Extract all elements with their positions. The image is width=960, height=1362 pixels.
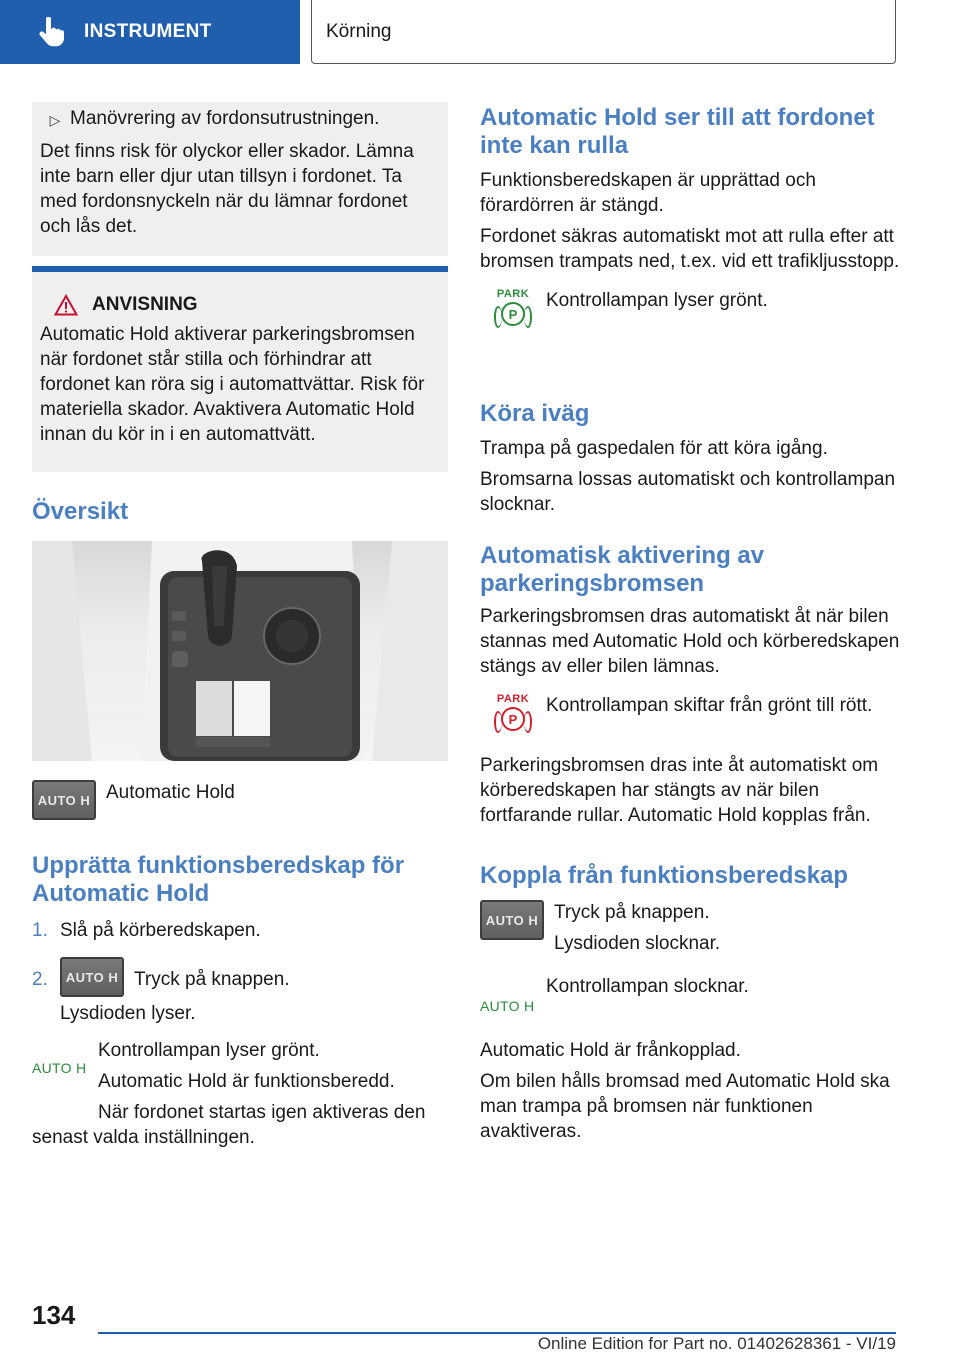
park-label: PARK [496, 693, 530, 705]
auto-hold-button-icon: AUTO H [480, 900, 544, 940]
disconnect-led-off-text: Lysdioden slocknar. [554, 933, 721, 954]
auto-park-lamp-text: Kontrollampan skiftar från grönt till rött. [546, 695, 873, 716]
setup-step-2 [32, 957, 448, 997]
auto-hold-button-icon: AUTO H [32, 780, 96, 820]
hand-pointer-icon [38, 17, 64, 47]
notice-box [32, 266, 448, 472]
section-tab[interactable] [0, 0, 300, 64]
warning-continued-box [32, 102, 448, 256]
notice-text: Automatic Hold aktiverar parkeringsbromsen när fordonet står stilla och förhindrar att fordonet kan röra sig i automattvättar. Risk för materiella skador. Avaktivera Automatic Hold innan du kör in i en automattvätt. [40, 324, 425, 445]
page-number: 134 [32, 1300, 76, 1330]
auto-park-p2: Parkeringsbromsen dras inte åt automatiskt om körberedskapen har stängts av när bilen fortfarande rullar. Automatic Hold kopplas från. [480, 755, 879, 826]
park-red-icon [480, 693, 546, 731]
bullet-triangle-icon: ▷ [49, 112, 61, 128]
no-roll-lamp-row [480, 288, 900, 326]
ready-text: Automatic Hold är funktionsberedd. [98, 1071, 395, 1092]
chapter-title: Körning [326, 20, 392, 42]
disconnect-p2: Om bilen hålls bromsad med Automatic Hold ska man trampa på bromsen när funktionen avaktiveras. [480, 1071, 890, 1142]
overview-button-row [32, 780, 448, 820]
no-roll-lamp-text: Kontrollampan lyser grönt. [546, 290, 768, 311]
drive-off-p2: Bromsarna lossas automatiskt och kontrollampan slocknar. [480, 469, 896, 515]
warning-bullet-line [40, 106, 440, 133]
notice-title-row [40, 294, 440, 316]
auto-park-heading: Automatisk aktivering av parkeringsbromsen [480, 542, 765, 597]
disconnect-button-row [480, 900, 900, 956]
console-illustration [32, 541, 448, 761]
overview-button-label: Automatic Hold [106, 782, 235, 803]
lamp-row [32, 1038, 448, 1094]
restart-text: När fordonet startas igen aktiveras den senast valda inställningen. [32, 1102, 426, 1148]
auto-hold-indicator-green-icon: AUTO H [480, 998, 535, 1014]
footer-edition: Online Edition for Part no. 01402628361 - VI/19 [537, 1334, 896, 1353]
park-green-icon [480, 288, 546, 326]
chapter-box [311, 0, 896, 64]
warning-text: Det finns risk för olyckor eller skador. Lämna inte barn eller djur utan tillsyn i fordonet. Ta med fordonsnyckeln när du lämnar fordonet och lås det. [40, 141, 414, 237]
disconnect-p1: Automatic Hold är frånkopplad. [480, 1040, 741, 1061]
park-circle: P [501, 302, 525, 326]
no-roll-p2: Fordonet säkras automatiskt mot att rulla efter att bromsen trampats ned, t.ex. vid ett trafikljusstopp. [480, 226, 900, 272]
auto-hold-button-icon: AUTO H [60, 957, 124, 997]
no-roll-heading: Automatic Hold ser till att fordonet inte kan rulla [480, 104, 875, 159]
section-title: INSTRUMENT [84, 21, 212, 42]
auto-park-p1: Parkeringsbromsen dras automatiskt åt när bilen stannas med Automatic Hold och körberedskapen stängs av eller bilen lämnas. [480, 606, 900, 677]
led-on-text: Lysdioden lyser. [60, 1003, 196, 1024]
park-label: PARK [496, 288, 530, 300]
center-console-photo [32, 541, 448, 761]
setup-heading: Upprätta funktionsberedskap för Automatic Hold [32, 852, 405, 907]
setup-step-1 [32, 918, 448, 943]
disconnect-press-text: Tryck på knappen. [554, 902, 710, 923]
disconnect-lamp-row [480, 974, 900, 1016]
step-number: 1. [32, 920, 48, 941]
step-text: Slå på körberedskapen. [60, 920, 261, 941]
drive-off-heading: Köra iväg [480, 400, 590, 427]
disconnect-heading: Koppla från funktionsberedskap [480, 862, 849, 889]
auto-hold-indicator-green-icon: AUTO H [32, 1060, 87, 1076]
step-number: 2. [32, 969, 48, 990]
warning-triangle-icon [54, 294, 78, 316]
warning-bullet-text: Manövrering av fordonsutrustningen. [70, 108, 380, 129]
disconnect-lamp-text: Kontrollampan slocknar. [546, 976, 749, 997]
auto-park-lamp-row [480, 693, 900, 731]
notice-title: ANVISNING [92, 294, 198, 315]
lamp-green-text: Kontrollampan lyser grönt. [98, 1040, 320, 1061]
park-circle: P [501, 707, 525, 731]
drive-off-p1: Trampa på gaspedalen för att köra igång. [480, 438, 828, 459]
step-text: Tryck på knappen. [134, 969, 290, 990]
no-roll-p1: Funktionsberedskapen är upprättad och förardörren är stängd. [480, 170, 816, 216]
overview-heading: Översikt [32, 498, 129, 525]
